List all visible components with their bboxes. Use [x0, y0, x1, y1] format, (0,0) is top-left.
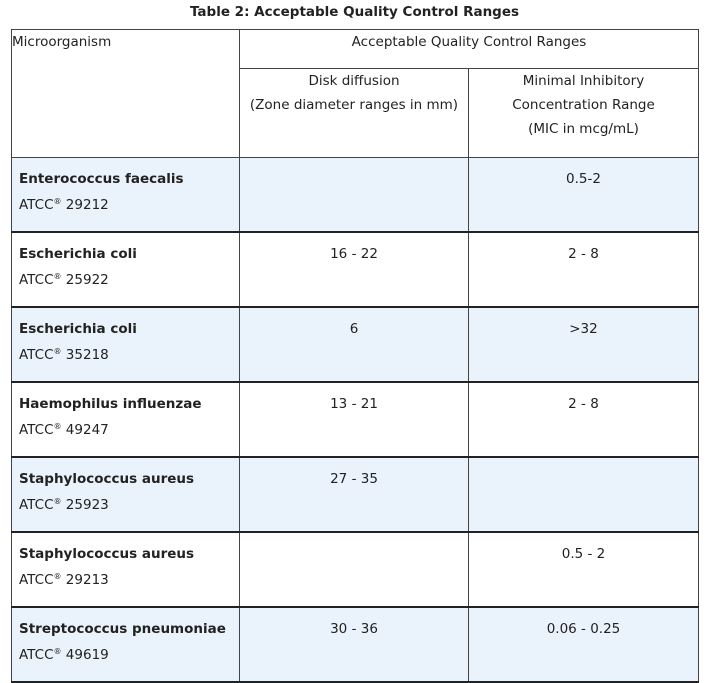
organism-cell: [12, 532, 240, 607]
atcc-code: [19, 343, 239, 367]
organism-name: Staphylococcus aureus: [19, 546, 195, 562]
organism-cell: [12, 232, 240, 307]
registered-mark: ®: [53, 497, 62, 506]
organism-name: Staphylococcus aureus: [19, 471, 195, 487]
mic-value: 2 - 8: [469, 232, 699, 307]
mic-value: 2 - 8: [469, 382, 699, 457]
atcc-number: 25923: [65, 497, 109, 513]
organism-name: Streptococcus pneumoniae: [19, 621, 226, 637]
organism-cell: [12, 457, 240, 532]
header-disk-diffusion: [240, 69, 469, 158]
table-row: [12, 607, 699, 682]
table-row: [12, 158, 699, 233]
atcc-number: 49619: [65, 647, 109, 663]
atcc-code: [19, 268, 239, 292]
atcc-prefix: ATCC: [19, 572, 54, 588]
mic-value: >32: [469, 307, 699, 382]
organism-name: Enterococcus faecalis: [19, 171, 184, 187]
header-mic-line-3: (MIC in mcg/mL): [528, 121, 639, 137]
registered-mark: ®: [53, 572, 62, 581]
atcc-code: [19, 193, 239, 217]
mic-value: 0.5 - 2: [469, 532, 699, 607]
atcc-prefix: ATCC: [19, 647, 54, 663]
atcc-number: 49247: [65, 422, 109, 438]
disk-diffusion-value: 16 - 22: [240, 232, 469, 307]
atcc-number: 29213: [65, 572, 109, 588]
organism-cell: [12, 607, 240, 682]
header-acceptable-ranges: Acceptable Quality Control Ranges: [240, 30, 699, 69]
organism-name: Escherichia coli: [19, 321, 137, 337]
table-row: [12, 532, 699, 607]
header-disk-line-2: (Zone diameter ranges in mm): [249, 97, 459, 113]
disk-diffusion-value: [240, 158, 469, 233]
organism-cell: [12, 307, 240, 382]
header-microorganism: Microorganism: [12, 30, 240, 158]
atcc-prefix: ATCC: [19, 497, 54, 513]
qc-ranges-table: [11, 29, 699, 683]
disk-diffusion-value: 6: [240, 307, 469, 382]
organism-name: Escherichia coli: [19, 246, 137, 262]
disk-diffusion-value: [240, 532, 469, 607]
atcc-number: 35218: [65, 347, 109, 363]
header-mic-line-1: Minimal Inhibitory: [522, 73, 645, 89]
registered-mark: ®: [53, 272, 62, 281]
mic-value: 0.06 - 0.25: [469, 607, 699, 682]
atcc-code: [19, 568, 239, 592]
atcc-number: 29212: [65, 197, 109, 213]
disk-diffusion-value: 27 - 35: [240, 457, 469, 532]
registered-mark: ®: [53, 347, 62, 356]
header-mic-line-2: Concentration Range: [512, 97, 655, 113]
registered-mark: ®: [53, 197, 62, 206]
atcc-code: [19, 643, 239, 667]
atcc-code: [19, 418, 239, 442]
disk-diffusion-value: 30 - 36: [240, 607, 469, 682]
header-mic: [469, 69, 699, 158]
table-row: [12, 382, 699, 457]
header-disk-line-1: Disk diffusion: [308, 73, 400, 89]
table-row: [12, 457, 699, 532]
registered-mark: ®: [53, 647, 62, 656]
atcc-prefix: ATCC: [19, 422, 54, 438]
atcc-number: 25922: [65, 272, 109, 288]
table-caption: Table 2: Acceptable Quality Control Ranges: [189, 4, 520, 20]
atcc-prefix: ATCC: [19, 197, 54, 213]
header-row-1: [12, 30, 699, 69]
organism-name: Haemophilus influenzae: [19, 396, 202, 412]
mic-value: [469, 457, 699, 532]
table-row: [12, 232, 699, 307]
atcc-code: [19, 493, 239, 517]
disk-diffusion-value: 13 - 21: [240, 382, 469, 457]
table-row: [12, 307, 699, 382]
registered-mark: ®: [53, 422, 62, 431]
atcc-prefix: ATCC: [19, 272, 54, 288]
organism-cell: [12, 382, 240, 457]
atcc-prefix: ATCC: [19, 347, 54, 363]
organism-cell: [12, 158, 240, 233]
mic-value: 0.5-2: [469, 158, 699, 233]
